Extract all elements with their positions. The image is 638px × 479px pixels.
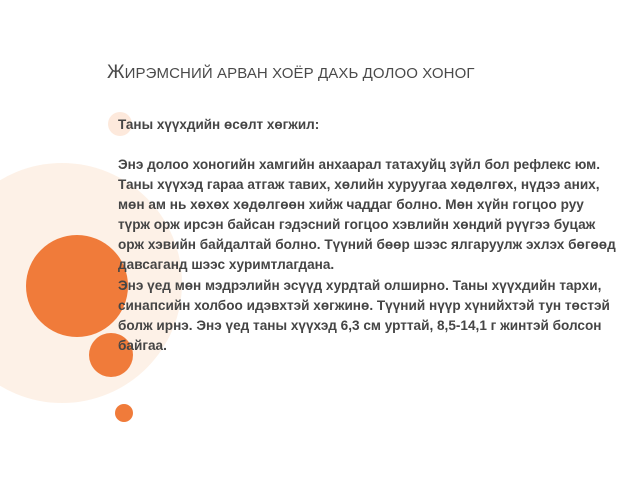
slide-title bbox=[107, 62, 475, 84]
paragraph-2: Энэ үед мөн мэдрэлийн эсүүд хурдтай олширно. Таны хүүхдийн тархи, синапсийн холбоо идэвхтэй хөгжинө. Түүний нүүр хүнийхтэй тун төстэй болж ирнэ. Энэ үед таны хүүхэд 6,3 см урттай, 8,5-14,1 г жинтэй болсон байгаа. bbox=[118, 277, 610, 353]
paragraph-1: Энэ долоо хоногийн хамгийн анхаарал татахуйц зүйл бол рефлекс юм. Таны хүүхэд гараа атгаж тавих, хөлийн хуруугаа хөдөлгөх, нүдээ аних, мөн ам нь хөхөх хөдөлгөөн хийж чаддаг болно. Мөн хүйн гогцоо руу түрж орж ирсэн байсан гэдэсний гогцоо хэвлийн хөндий рүүгээ буцаж орж хэвийн байдалтай болно. Түүний бөөр шээс ялгаруулж эхлэх бөгөөд давсаганд шээс хуримтлагдана. bbox=[118, 157, 616, 273]
title-rest: ИРЭМСНИЙ АРВАН ХОЁР ДАХЬ ДОЛОО ХОНОГ bbox=[124, 65, 475, 82]
body-text bbox=[118, 155, 618, 356]
large-circle-orange bbox=[26, 235, 128, 337]
title-first-letter: Ж bbox=[107, 62, 125, 83]
slide-subtitle: Таны хүүхдийн өсөлт хөгжил: bbox=[118, 117, 320, 132]
small-circle-orange bbox=[115, 404, 133, 422]
